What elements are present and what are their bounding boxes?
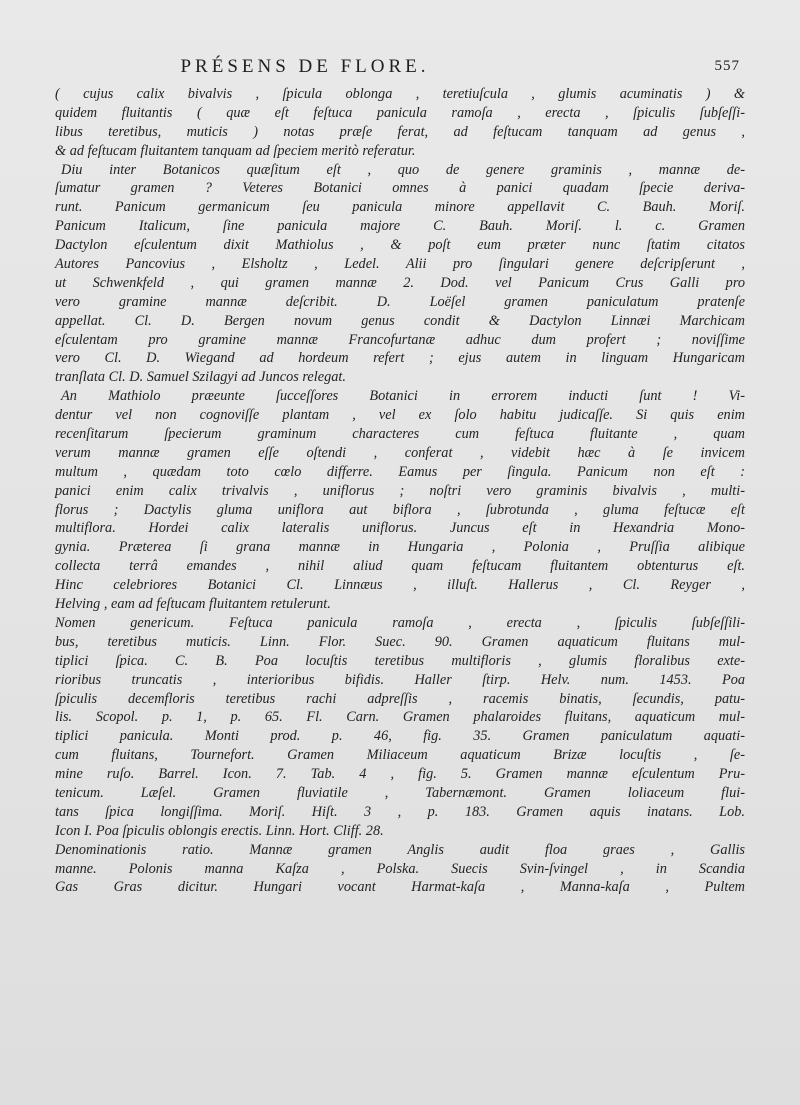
text-line: libus teretibus, muticis ) notas præſe ferat, ad feſtucam tanquam ad genus , (55, 123, 745, 140)
text-line: ſpiculis decemfloris teretibus rachi adpreſſis , racemis binatis, ſecundis, patu- (55, 690, 745, 707)
running-head: PRÉSENS DE FLORE. (180, 56, 430, 77)
text-line: lis. Scopol. p. 1, p. 65. Fl. Carn. Gramen phalaroides fluitans, aquaticum mul- (55, 709, 745, 726)
text-line: florus ; Dactylis gluma uniflora aut biflora , ſubrotunda , gluma feſtucæ eſt (55, 501, 745, 518)
text-line: Diu inter Botanicos quæſitum eſt , quo de genere graminis , mannæ de- (61, 161, 745, 178)
text-line: ſumatur gramen ? Veteres Botanici omnes à panici quadam ſpecie deriva- (55, 180, 745, 197)
body-text (55, 85, 745, 897)
text-line: Denominationis ratio. Mannæ gramen Anglis audit floa graes , Gallis (55, 841, 745, 858)
text-line: recenſitarum ſpecierum graminum characteres cum feſtuca fluitante , quam (55, 426, 745, 443)
text-line: cum fluitans, Tournefort. Gramen Miliaceum aquaticum Brizæ locuſtis , ſe- (55, 747, 745, 764)
text-line: multiflora. Hordei calix lateralis uniflorus. Juncus eſt in Hexandria Mono- (55, 520, 745, 537)
page-header (0, 56, 800, 82)
text-line: ( cujus calix bivalvis , ſpicula oblonga , teretiuſcula , glumis acuminatis ) & (55, 86, 745, 102)
text-line: collecta terrâ emandes , nihil aliud quam feſtucam fluitantem obtenturus eſt. (55, 558, 745, 575)
text-line: tans ſpica longiſſima. Moriſ. Hiſt. 3 , p. 183. Gramen aquis inatans. Lob. (55, 803, 745, 820)
text-line: dentur vel non cognoviſſe plantam , vel ex ſolo habitu judicaſſe. Si quis enim (55, 407, 745, 424)
text-line: An Mathiolo præeunte ſucceſſores Botanici in errorem inducti ſunt ! Vi- (61, 388, 745, 405)
text-line: & ad feſtucam fluitantem tanquam ad ſpeciem meritò referatur. (55, 142, 416, 159)
text-line: multum , quædam toto cœlo differre. Eamus per ſingula. Panicum non eſt : (55, 463, 745, 480)
text-line: bus, teretibus muticis. Linn. Flor. Suec. 90. Gramen aquaticum fluitans mul- (55, 633, 745, 650)
paragraph-5 (55, 841, 745, 898)
text-line: Autores Pancovius , Elsholtz , Ledel. Alii pro ſingulari genere deſcripſerunt , (55, 256, 745, 273)
paragraph-4 (55, 614, 745, 841)
text-line: Helving , eam ad feſtucam fluitantem retulerunt. (55, 596, 331, 613)
paragraph-3 (55, 387, 745, 614)
text-line: eſculentam pro gramine mannæ Francofurtanæ adhuc dum profert ; noviſſime (55, 331, 745, 348)
text-line: Dactylon eſculentum dixit Mathiolus , & poſt eum præter nunc ſtatim citatos (55, 237, 745, 254)
paragraph-1 (55, 85, 745, 161)
text-line: ut Schwenkfeld , qui gramen mannæ 2. Dod. vel Panicum Crus Galli pro (55, 274, 745, 291)
text-line: gynia. Præterea ſi grana mannæ in Hungaria , Polonia , Pruſſia alibique (55, 539, 745, 556)
page-number: 557 (714, 58, 740, 74)
text-line: tiplici ſpica. C. B. Poa locuſtis teretibus multifloris , glumis floralibus exte- (55, 652, 745, 669)
text-line: Panicum Italicum, ſine panicula majore C. Bauh. Moriſ. l. c. Gramen (55, 218, 745, 235)
text-line: manne. Polonis manna Kaſza , Polska. Suecis Svin-ſvingel , in Scandia (55, 860, 745, 877)
text-line: Hinc celebriores Botanici Cl. Linnæus , illuſt. Hallerus , Cl. Reyger , (55, 577, 745, 594)
text-line: Nomen genericum. Feſtuca panicula ramoſa , erecta , ſpiculis ſubſeſſili- (55, 614, 745, 631)
text-line: vero gramine mannæ deſcribit. D. Loëſel gramen paniculatum pratenſe (55, 293, 745, 310)
text-line: Gas Gras dicitur. Hungari vocant Harmat-kaſa , Manna-kaſa , Pultem (55, 879, 745, 896)
text-line: rioribus truncatis , interioribus bifidis. Haller ſtirp. Helv. num. 1453. Poa (55, 671, 745, 688)
text-line: panici enim calix trivalvis , uniflorus ; noſtri vero graminis bivalvis , multi- (55, 482, 745, 499)
text-line: runt. Panicum germanicum ſeu panicula minore appellavit C. Bauh. Moriſ. (55, 199, 745, 216)
text-line: verum mannæ gramen eſſe oſtendi , conferat , videbit hæc à ſe invicem (55, 444, 745, 461)
paragraph-2 (55, 161, 745, 388)
text-line: appellat. Cl. D. Bergen novum genus condit & Dactylon Linnæi Marchicam (55, 312, 745, 329)
text-line: vero Cl. D. Wiegand ad hordeum refert ; ejus autem in linguam Hungaricam (55, 350, 745, 367)
text-line: Icon I. Poa ſpiculis oblongis erectis. Linn. Hort. Cliff. 28. (55, 822, 384, 839)
text-line: tiplici panicula. Monti prod. p. 46, fig. 35. Gramen paniculatum aquati- (55, 728, 745, 745)
text-line: tranſlata Cl. D. Samuel Szilagyi ad Juncos relegat. (55, 369, 346, 386)
text-line: tenicum. Læſel. Gramen fluviatile , Tabernæmont. Gramen loliaceum flui- (55, 784, 745, 801)
text-line: mine ruſo. Barrel. Icon. 7. Tab. 4 , fig. 5. Gramen mannæ eſculentum Pru- (55, 766, 745, 783)
text-line: quidem fluitantis ( quæ eſt feſtuca panicula ramoſa , erecta , ſpiculis ſubſeſſi- (55, 104, 745, 121)
